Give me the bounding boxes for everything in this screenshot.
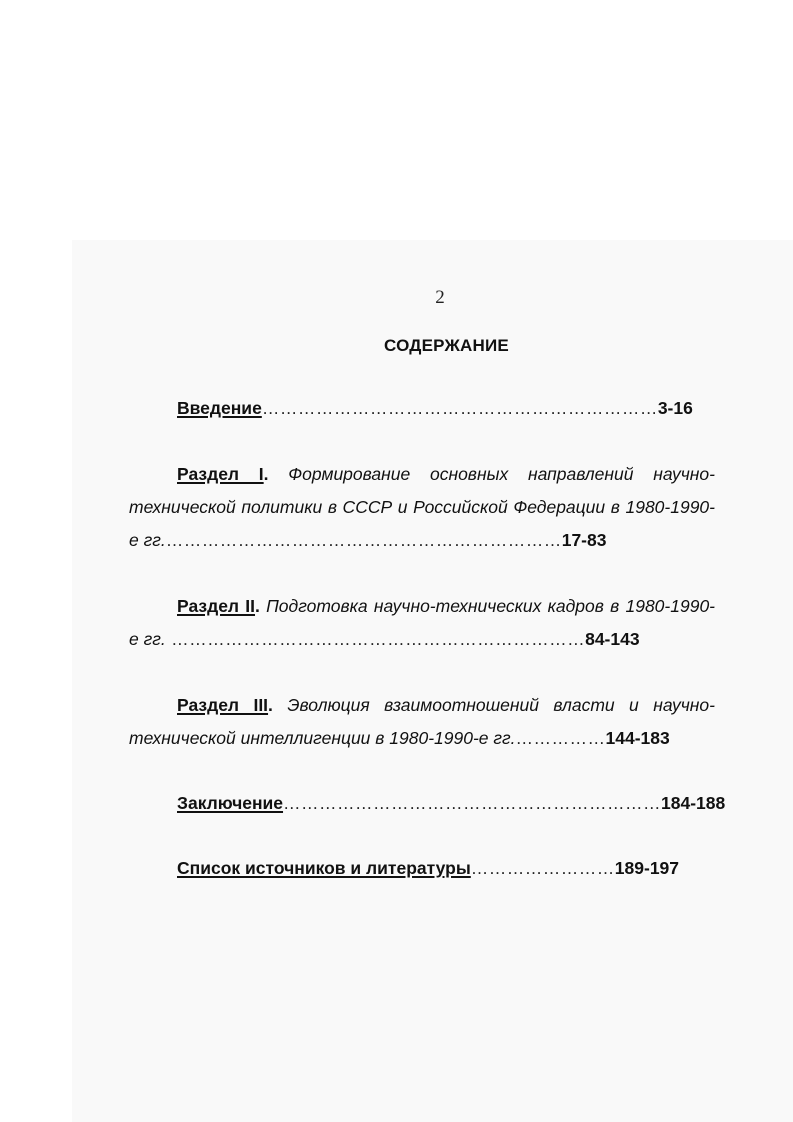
toc-entry-label: Раздел III [177, 695, 269, 715]
dot-leader: …………… [515, 728, 606, 748]
toc-entry-section-2 [129, 590, 715, 656]
toc-entry-description: Эволюция взаимоотношений власти и научно-технической интеллигенции в 1980-1990-е гг. [129, 695, 715, 748]
toc-entry-label: Введение [177, 398, 262, 418]
toc-entry-label: Раздел II [177, 596, 256, 616]
toc-entry-conclusion [129, 787, 726, 820]
page-number: 2 [435, 287, 445, 308]
toc-entry-pages: 144-183 [605, 728, 670, 748]
toc-entry-label: Раздел I [177, 464, 264, 484]
toc-entry-label: Список источников и литературы [177, 858, 471, 878]
dot-leader: ……………………………………………………… [283, 793, 662, 813]
label-period: . [263, 464, 289, 484]
dot-leader: ………………………………………………………… [165, 530, 562, 550]
toc-entry-introduction [129, 392, 715, 425]
toc-entry-section-1 [129, 458, 715, 557]
toc-entry-pages: 184-188 [661, 793, 726, 813]
page-title: СОДЕРЖАНИЕ [384, 336, 509, 355]
toc-entry-label: Заключение [177, 793, 284, 813]
dot-leader: …………………………………………………………… [165, 629, 586, 649]
dot-leader: ………………………………………………………… [261, 398, 658, 418]
toc-entry-references [129, 852, 715, 885]
toc-entry-section-3 [129, 689, 715, 755]
toc-entry-pages: 3-16 [657, 398, 693, 418]
dot-leader: …………………… [470, 858, 615, 878]
toc-entry-pages: 189-197 [614, 858, 680, 878]
label-period: . [255, 596, 267, 616]
label-period: . [268, 695, 288, 715]
toc-entry-pages: 84-143 [585, 629, 640, 649]
toc-entry-description: Подготовка научно-технических кадров в 1980-1990-е гг. [129, 596, 716, 649]
toc-entry-pages: 17-83 [561, 530, 607, 550]
toc-entry-description: Формирование основных направлений научно-технической политики в СССР и Российской Федерации в 1980-1990-е гг. [129, 464, 715, 550]
table-of-contents [129, 392, 726, 885]
